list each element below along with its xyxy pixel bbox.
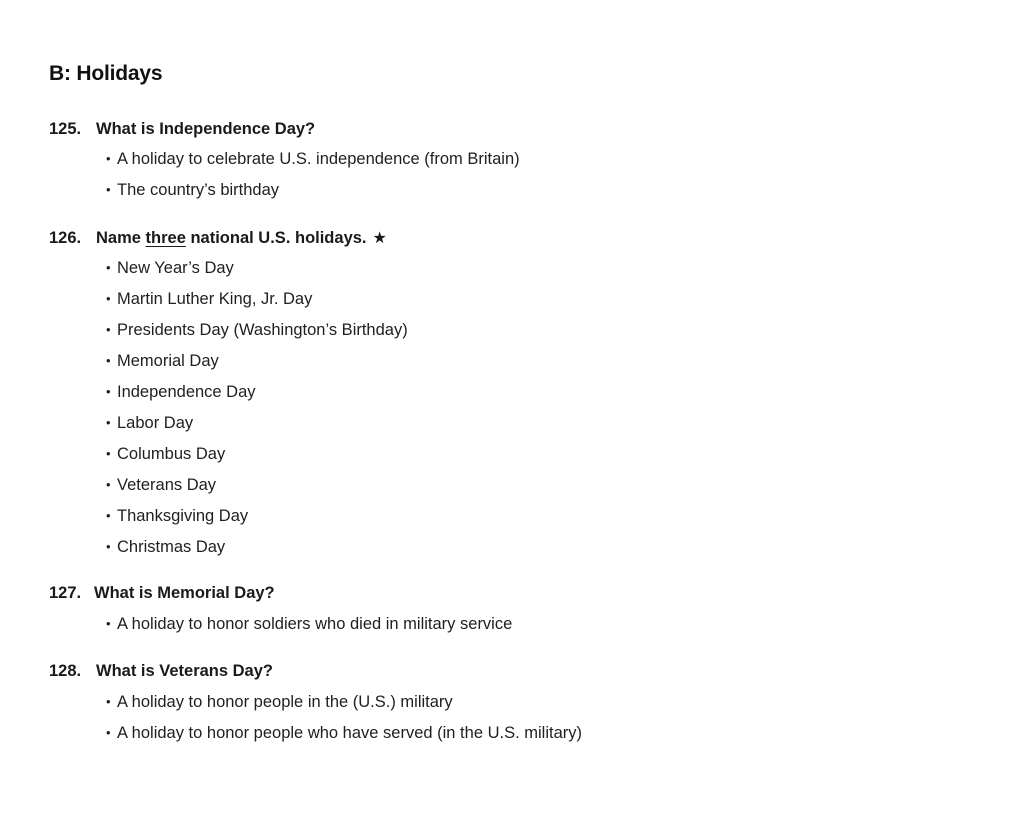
- question-126: [49, 228, 387, 248]
- bullet-icon: •: [106, 539, 111, 554]
- answer-text: Presidents Day (Washington’s Birthday): [117, 321, 408, 339]
- answer-item: [106, 290, 312, 309]
- bullet-icon: •: [106, 694, 111, 709]
- question-number: 128.: [49, 662, 82, 680]
- answer-item: [106, 724, 582, 743]
- answer-item: [106, 507, 248, 526]
- bullet-icon: •: [106, 446, 111, 461]
- question-125: [49, 120, 315, 139]
- answer-item: [106, 414, 193, 433]
- bullet-icon: •: [106, 322, 111, 337]
- question-text: What is Veterans Day?: [96, 662, 273, 680]
- answer-item: [106, 615, 512, 634]
- answer-item: [106, 352, 219, 371]
- bullet-icon: •: [106, 151, 111, 166]
- answer-item: [106, 693, 453, 712]
- question-text: What is Independence Day?: [96, 120, 316, 138]
- question-number: 127.: [49, 584, 82, 602]
- bullet-icon: •: [106, 415, 111, 430]
- bullet-icon: •: [106, 384, 111, 399]
- bullet-icon: •: [106, 508, 111, 523]
- answer-item: [106, 445, 225, 464]
- star-icon: ★: [372, 230, 387, 247]
- answer-text: Labor Day: [117, 414, 194, 432]
- question-text: What is Memorial Day?: [94, 584, 275, 602]
- answer-text: A holiday to honor soldiers who died in military service: [117, 615, 513, 633]
- answer-text: Independence Day: [117, 383, 256, 401]
- question-128: [49, 662, 273, 681]
- bullet-icon: •: [106, 260, 111, 275]
- answer-text: Columbus Day: [117, 445, 226, 463]
- answer-item: [106, 538, 225, 557]
- bullet-icon: •: [106, 182, 111, 197]
- question-text-part: national U.S. holidays.: [185, 229, 367, 247]
- bullet-icon: •: [106, 725, 111, 740]
- answer-item: [106, 181, 279, 200]
- bullet-icon: •: [106, 616, 111, 631]
- answer-item: [106, 476, 216, 495]
- answer-item: [106, 321, 408, 340]
- answer-text: A holiday to honor people in the (U.S.) military: [117, 693, 453, 711]
- question-underlined-word: three: [145, 229, 186, 247]
- answer-text: A holiday to celebrate U.S. independence (from Britain): [117, 150, 520, 168]
- answer-text: Martin Luther King, Jr. Day: [117, 290, 313, 308]
- question-number: 125.: [49, 120, 82, 138]
- section-title: B: Holidays: [49, 62, 163, 85]
- answer-item: [106, 150, 520, 169]
- answer-text: A holiday to honor people who have served (in the U.S. military): [117, 724, 582, 742]
- bullet-icon: •: [106, 353, 111, 368]
- question-number: 126.: [49, 229, 82, 247]
- question-text: [96, 229, 367, 247]
- bullet-icon: •: [106, 477, 111, 492]
- answer-text: Thanksgiving Day: [117, 507, 249, 525]
- answer-text: The country’s birthday: [117, 181, 280, 199]
- answer-item: [106, 383, 256, 402]
- question-127: [49, 584, 275, 603]
- answer-text: New Year’s Day: [117, 259, 234, 277]
- answer-text: Memorial Day: [117, 352, 219, 370]
- answer-text: Christmas Day: [117, 538, 226, 556]
- question-text-part: Name: [96, 229, 146, 247]
- answer-text: Veterans Day: [117, 476, 217, 494]
- bullet-icon: •: [106, 291, 111, 306]
- answer-item: [106, 259, 234, 278]
